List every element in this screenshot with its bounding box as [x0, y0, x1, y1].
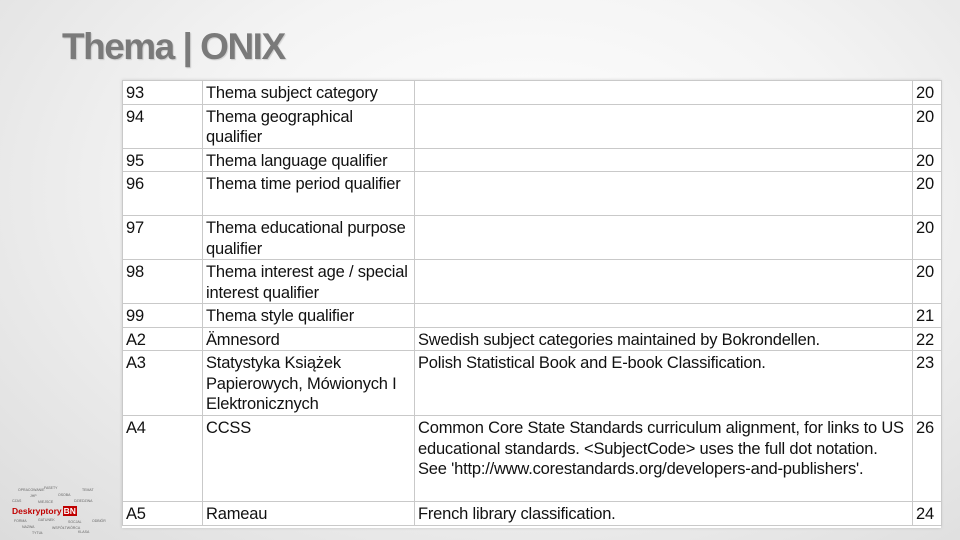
name-cell: Thema time period qualifier [203, 172, 415, 216]
description-cell [415, 260, 913, 304]
code-cell: A3 [123, 351, 203, 416]
logo-cloud-word: TYTUŁ [32, 531, 44, 535]
subject-scheme-table-container [122, 80, 941, 528]
code-cell: A2 [123, 327, 203, 351]
name-cell: Statystyka Książek Papierowych, Mówionych I Elektronicznych [203, 351, 415, 416]
logo-cloud-word: SOCJAL [68, 520, 82, 524]
table-row [123, 304, 942, 328]
description-cell [415, 304, 913, 328]
code-cell: A4 [123, 416, 203, 502]
logo-cloud-word: OSOBA [58, 493, 71, 497]
logo-cloud-word: FORMA [14, 519, 27, 523]
version-cell: 20 [913, 148, 942, 172]
code-cell: A5 [123, 502, 203, 526]
description-cell: French library classification. [415, 502, 913, 526]
code-cell: 95 [123, 148, 203, 172]
description-cell [415, 81, 913, 105]
version-cell: 21 [913, 304, 942, 328]
version-cell: 20 [913, 81, 942, 105]
name-cell: Rameau [203, 502, 415, 526]
deskryptory-bn-logo [8, 484, 120, 536]
code-cell: 98 [123, 260, 203, 304]
logo-cloud-word: WSPÓŁTWÓRCA [52, 526, 81, 530]
logo-cloud-word: KLASA [78, 530, 90, 534]
logo-cloud-word: MIEJSCE [38, 500, 54, 504]
name-cell: Ämnesord [203, 327, 415, 351]
version-cell: 24 [913, 502, 942, 526]
subject-scheme-table [122, 80, 942, 526]
version-cell: 22 [913, 327, 942, 351]
slide-title: Thema | ONIX [62, 26, 285, 67]
name-cell: Thema language qualifier [203, 148, 415, 172]
logo-cloud-word: TEMAT [82, 488, 94, 492]
code-cell: 99 [123, 304, 203, 328]
table-row [123, 104, 942, 148]
description-cell [415, 172, 913, 216]
description-cell: Common Core State Standards curriculum alignment, for links to US educational standards. <SubjectCode> uses the full dot notation. See 'http://www.corestandards.org/developers-and-publishers'. [415, 416, 913, 502]
logo-cloud-word: OPRACOWANIE [18, 488, 45, 492]
code-cell: 97 [123, 216, 203, 260]
table-row [123, 81, 942, 105]
table-row [123, 416, 942, 502]
description-cell [415, 216, 913, 260]
version-cell: 20 [913, 172, 942, 216]
name-cell: CCSS [203, 416, 415, 502]
code-cell: 93 [123, 81, 203, 105]
description-cell [415, 148, 913, 172]
logo-cloud-word: FASETY [44, 486, 58, 490]
description-cell: Swedish subject categories maintained by Bokrondellen. [415, 327, 913, 351]
name-cell: Thema subject category [203, 81, 415, 105]
version-cell: 20 [913, 260, 942, 304]
version-cell: 20 [913, 104, 942, 148]
version-cell: 23 [913, 351, 942, 416]
logo-brand-band [12, 506, 116, 516]
table-row [123, 502, 942, 526]
table-row [123, 148, 942, 172]
table-row [123, 327, 942, 351]
name-cell: Thema educational purpose qualifier [203, 216, 415, 260]
logo-cloud-word: NAZWA [22, 525, 35, 529]
version-cell: 26 [913, 416, 942, 502]
table-row [123, 172, 942, 216]
description-cell [415, 104, 913, 148]
table-row [123, 216, 942, 260]
logo-cloud-word: JHP [30, 494, 37, 498]
name-cell: Thema interest age / special interest qualifier [203, 260, 415, 304]
logo-cloud-word: CZAS [12, 499, 22, 503]
logo-cloud-word: DZIEDZINA [74, 499, 93, 503]
description-cell: Polish Statistical Book and E-book Classification. [415, 351, 913, 416]
logo-cloud-word: GATUNEK [38, 518, 55, 522]
logo-brand-suffix: BN [63, 506, 76, 516]
logo-cloud-word: ODBIÓR [92, 519, 106, 523]
code-cell: 94 [123, 104, 203, 148]
table-row [123, 260, 942, 304]
logo-brand-text: Deskryptory [12, 506, 62, 516]
name-cell: Thema geographical qualifier [203, 104, 415, 148]
name-cell: Thema style qualifier [203, 304, 415, 328]
table-row [123, 351, 942, 416]
code-cell: 96 [123, 172, 203, 216]
version-cell: 20 [913, 216, 942, 260]
